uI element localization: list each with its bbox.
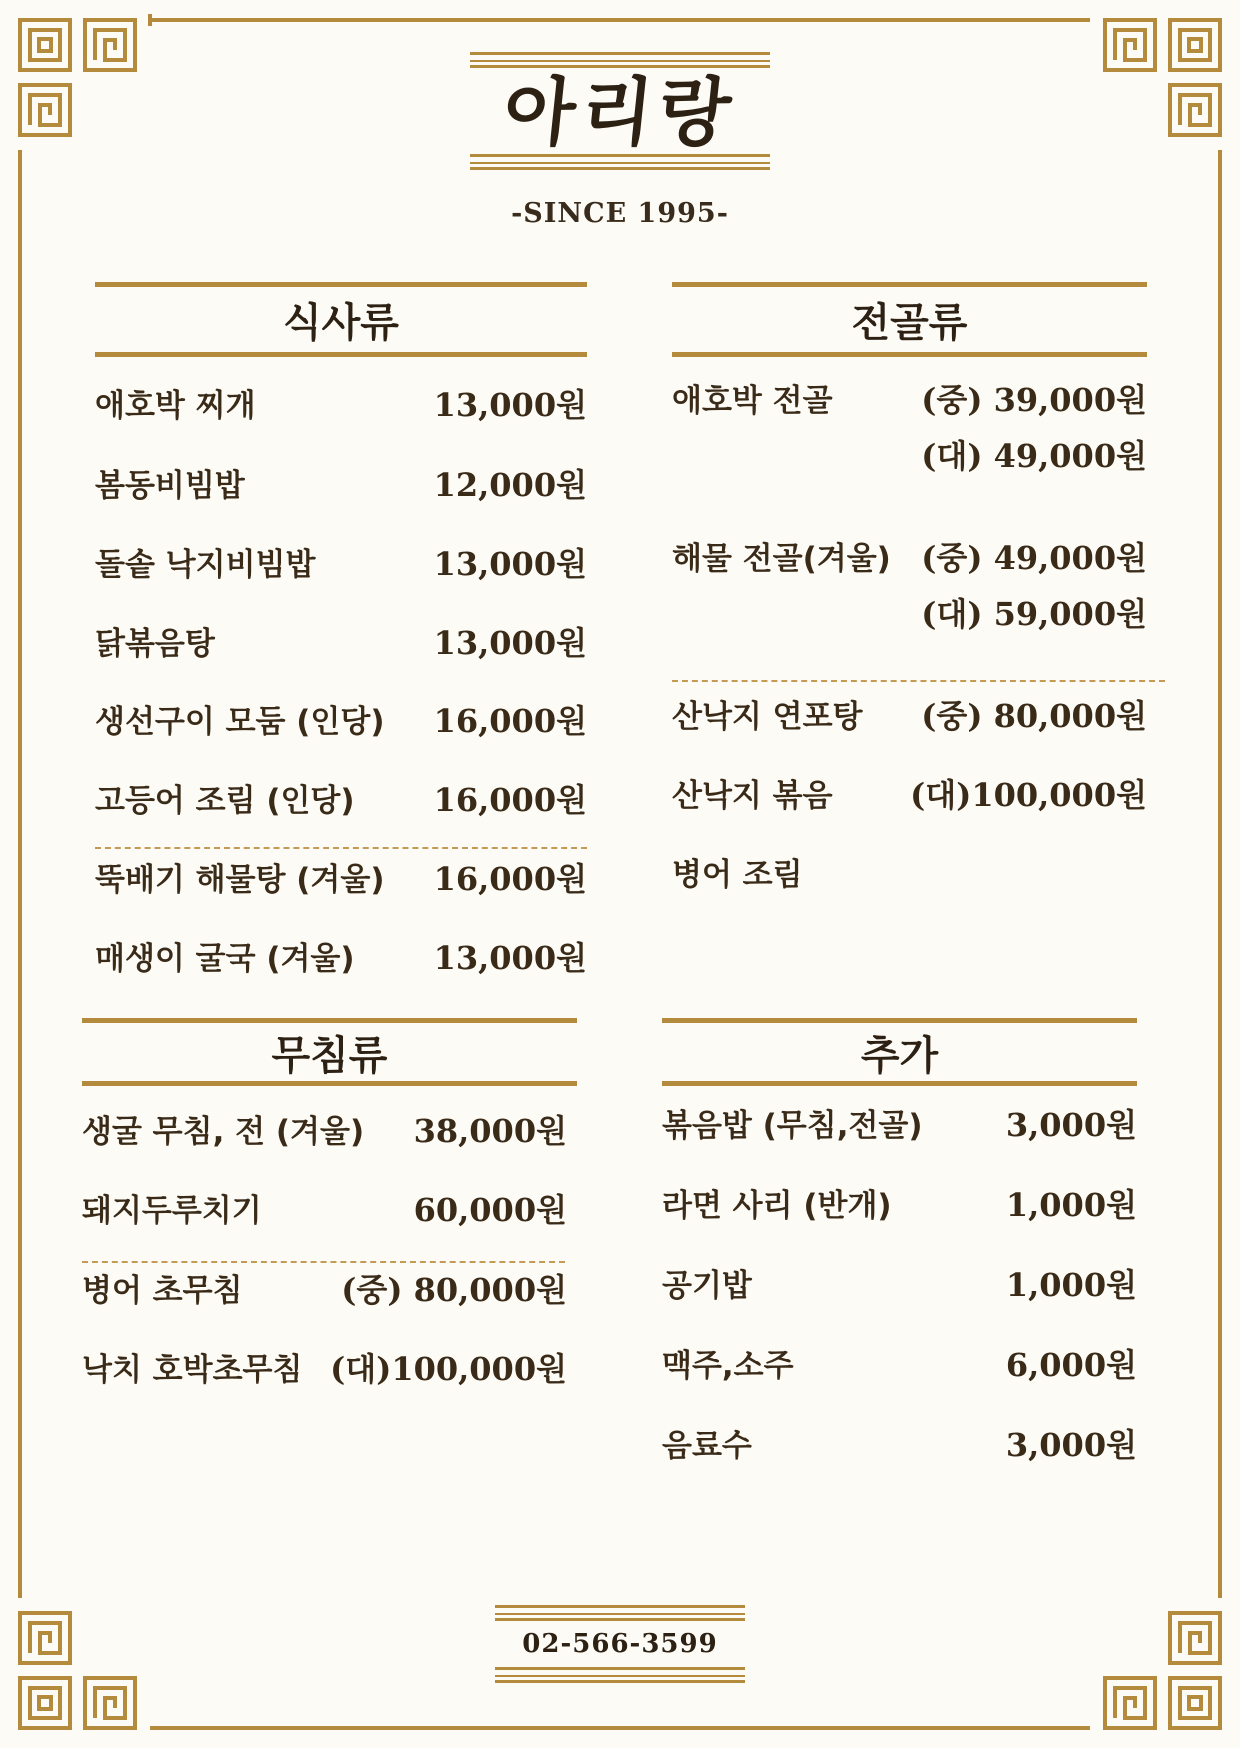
title-block (470, 52, 770, 170)
menu-item (672, 770, 1147, 815)
item-price: (대)100,000원 (910, 775, 1147, 814)
item-name: 닭볶음탕 (95, 626, 215, 662)
item-price: 6,000원 (1005, 1345, 1137, 1384)
item-name: 고등어 조림 (인당) (95, 783, 355, 819)
item-price: 1,000원 (1005, 1265, 1137, 1304)
item-name: 생굴 무침, 전 (겨울) (82, 1114, 365, 1150)
dashed-divider (95, 847, 587, 849)
title-bottom-rule (470, 154, 770, 170)
item-name: 병어 조림 (672, 857, 803, 893)
item-name: 낙치 호박초무침 (82, 1352, 303, 1388)
menu-item (662, 1340, 1137, 1385)
item-price: 1,000원 (1005, 1185, 1137, 1224)
item-price: 16,000원 (433, 859, 587, 898)
item-name: 봄동비빔밥 (95, 468, 245, 504)
section-seasoned (82, 1018, 577, 1418)
item-price: 13,000원 (433, 385, 587, 424)
menu-item (95, 933, 587, 978)
item-name: 산낙지 볶음 (672, 778, 833, 814)
item-price: (대) 59,000원 (921, 595, 1147, 633)
item-name: 돌솥 낙지비빔밥 (95, 547, 316, 583)
footer (495, 1605, 745, 1683)
item-price: 3,000원 (1005, 1105, 1137, 1144)
dashed-divider (82, 1261, 565, 1263)
item-name: 산낙지 연포탕 (672, 699, 863, 735)
menu-item (672, 375, 1147, 420)
menu-item (672, 533, 1147, 578)
brand-name: 아리랑 (499, 70, 741, 156)
menu-item (95, 854, 587, 899)
menu-item (662, 1420, 1137, 1465)
menu-item (82, 1185, 577, 1230)
menu-item (95, 539, 587, 584)
item-price: 13,000원 (433, 623, 587, 662)
since-label: -SINCE 1995- (511, 198, 729, 229)
item-price: 60,000원 (413, 1190, 567, 1229)
menu-item (95, 460, 587, 505)
menu-item (662, 1100, 1137, 1145)
menu-item (662, 1180, 1137, 1225)
item-price: (중) 80,000원 (341, 1270, 567, 1309)
item-price: 38,000원 (413, 1111, 567, 1150)
item-name: 볶음밥 (무침,전골) (662, 1108, 923, 1144)
menu-item (672, 849, 1147, 894)
footer-top-rule (495, 1605, 745, 1621)
item-price: 12,000원 (433, 465, 587, 504)
item-price: (대) 49,000원 (921, 437, 1147, 475)
section-meals (95, 282, 587, 982)
menu-item (95, 380, 587, 425)
section-title: 식사류 (95, 282, 587, 357)
menu-item (95, 775, 587, 820)
item-price: (중) 39,000원 (921, 380, 1147, 419)
item-name: 애호박 전골 (672, 383, 833, 419)
item-name: 뚝배기 해물탕 (겨울) (95, 862, 385, 898)
item-price: 16,000원 (433, 701, 587, 740)
item-price: (중) 49,000원 (921, 538, 1147, 577)
item-name: 라면 사리 (반개) (662, 1188, 892, 1224)
item-price: 13,000원 (433, 938, 587, 977)
menu-item (95, 618, 587, 663)
section-extras (662, 1018, 1137, 1478)
item-price: 3,000원 (1005, 1425, 1137, 1464)
item-name: 해물 전골(겨울) (672, 541, 891, 577)
menu-item (672, 691, 1147, 736)
menu-item (82, 1265, 577, 1310)
item-name: 애호박 찌개 (95, 388, 256, 424)
section-title: 전골류 (672, 282, 1147, 357)
item-name: 매생이 굴국 (겨울) (95, 941, 355, 977)
menu-item (82, 1344, 577, 1389)
footer-bottom-rule (495, 1667, 745, 1683)
item-name: 병어 초무침 (82, 1273, 243, 1309)
item-price: (중) 80,000원 (921, 696, 1147, 735)
item-name: 공기밥 (662, 1268, 752, 1304)
phone-number: 02-566-3599 (522, 1629, 718, 1659)
menu-item (95, 696, 587, 741)
item-price: 16,000원 (433, 780, 587, 819)
menu-item (82, 1106, 577, 1151)
title-top-rule (470, 52, 770, 68)
menu-item (662, 1260, 1137, 1305)
item-price: 13,000원 (433, 544, 587, 583)
section-title: 추가 (662, 1018, 1137, 1086)
item-name: 생선구이 모둠 (인당) (95, 704, 385, 740)
dashed-divider (672, 680, 1165, 682)
section-title: 무침류 (82, 1018, 577, 1086)
section-hotpot (672, 282, 1147, 922)
item-name: 맥주,소주 (662, 1348, 794, 1384)
item-name: 음료수 (662, 1428, 752, 1464)
item-price: (대)100,000원 (330, 1349, 567, 1388)
item-name: 돼지두루치기 (82, 1193, 262, 1229)
